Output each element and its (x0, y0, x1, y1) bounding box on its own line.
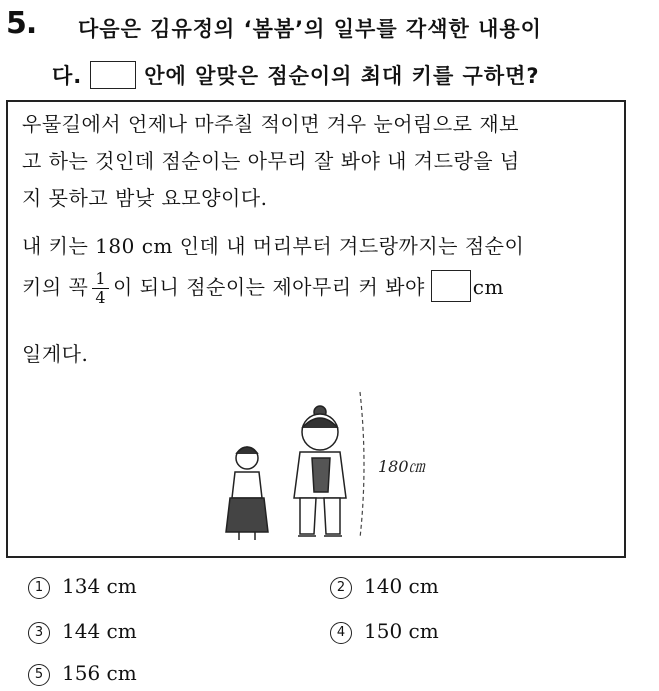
choice-4-text: 150 cm (364, 619, 439, 643)
tall-figure (294, 406, 346, 536)
choice-1[interactable] (28, 574, 137, 599)
height-label: 180㎝ (378, 457, 425, 476)
choice-2-text: 140 cm (364, 574, 439, 598)
passage-line-6: 일게다. (22, 342, 89, 366)
choice-5[interactable] (28, 661, 137, 686)
question-blank-box (90, 61, 136, 89)
question-line2-end: 안에 알맞은 점순이의 최대 키를 구하면? (144, 64, 540, 88)
choice-1-marker: 1 (28, 577, 50, 599)
choice-4[interactable] (330, 619, 439, 644)
question-text-line-1: 다음은 김유정의 ‘봄봄’의 일부를 각색한 내용이 (78, 17, 542, 41)
passage-line-3: 지 못하고 밤낮 요모양이다. (22, 186, 268, 210)
answer-blank-box (431, 270, 471, 302)
small-figure (226, 447, 268, 540)
passage-line-2: 고 하는 것인데 점순이는 아무리 잘 봐야 내 겨드랑을 넘 (22, 149, 520, 173)
question-line2-start: 다. (52, 64, 83, 88)
choice-3-text: 144 cm (62, 619, 137, 643)
passage-line-1: 우물길에서 언제나 마주칠 적이면 겨우 눈어림으로 재보 (22, 112, 520, 136)
question-number: 5. (6, 6, 37, 41)
passage-line-5 (22, 270, 504, 307)
choice-5-marker: 5 (28, 664, 50, 686)
choice-2-marker: 2 (330, 577, 352, 599)
choice-5-text: 156 cm (62, 661, 137, 685)
passage-line-4: 내 키는 180 cm 인데 내 머리부터 겨드랑까지는 점순이 (22, 234, 525, 258)
height-illustration (208, 380, 428, 550)
choice-4-marker: 4 (330, 622, 352, 644)
choice-1-text: 134 cm (62, 574, 137, 598)
passage-unit: cm (472, 275, 504, 299)
passage-line-5-mid: 이 되니 점순이는 제아무리 커 봐야 (113, 275, 425, 299)
fraction-one-quarter (92, 270, 109, 307)
height-brace (360, 392, 364, 538)
passage-line-5-start: 키의 꼭 (22, 275, 89, 299)
question-text-line-2 (52, 60, 540, 90)
choice-3-marker: 3 (28, 622, 50, 644)
choice-3[interactable] (28, 619, 137, 644)
passage-box (6, 100, 626, 558)
choice-2[interactable] (330, 574, 439, 599)
fraction-denominator: 4 (95, 288, 107, 307)
fraction-numerator: 1 (92, 270, 109, 289)
